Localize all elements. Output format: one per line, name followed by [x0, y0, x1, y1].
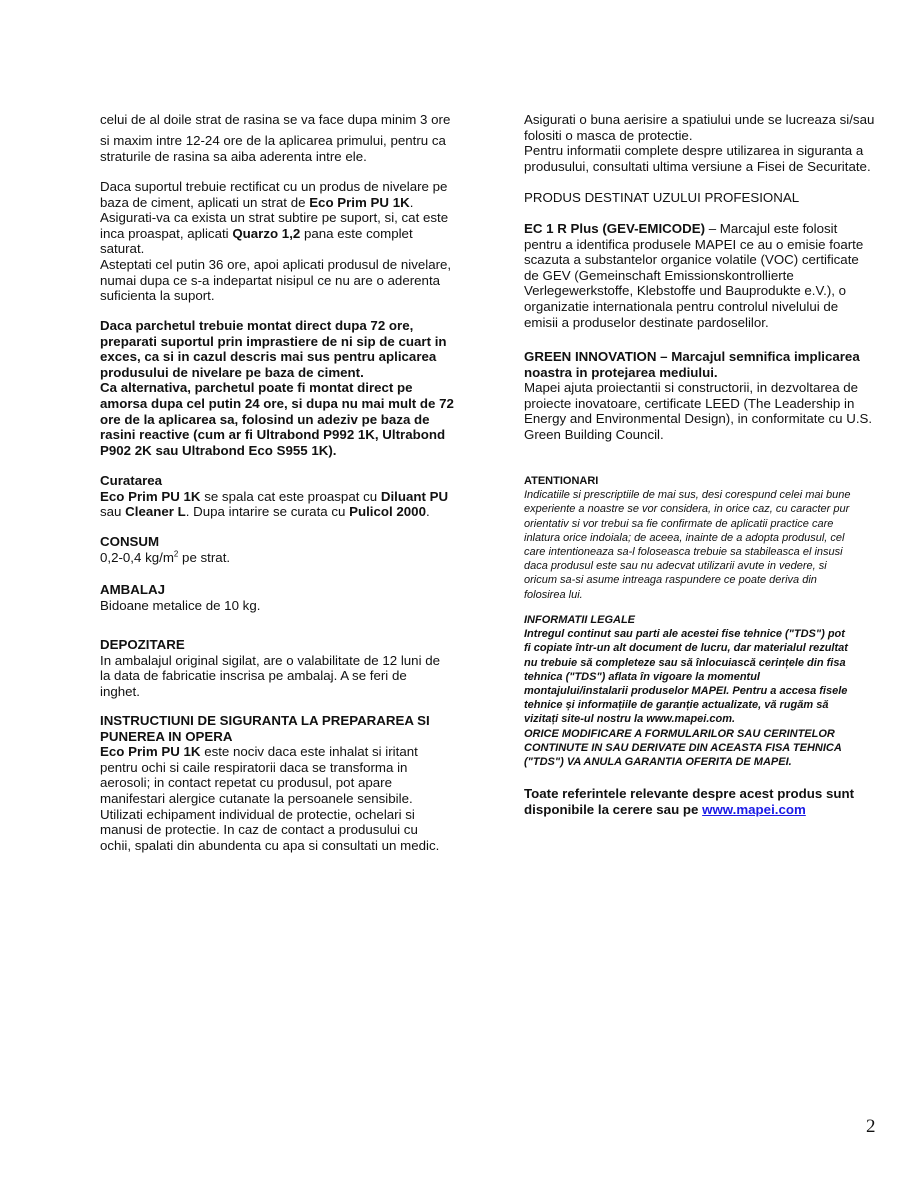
- bold-text: noastra in protejarea mediului.: [524, 364, 718, 380]
- text-line: exces, ca si in cazul descris mai sus pentru aplicarea: [100, 349, 437, 365]
- section-consumption: [100, 534, 230, 565]
- text-segment: .: [409, 194, 414, 210]
- text-segment: pana este complet: [300, 225, 413, 241]
- text-line: straturile de rasina sa aiba aderenta intre ele.: [100, 148, 367, 164]
- text-line: tehnica ("TDS") aflata în vigoare la momentul: [524, 670, 760, 683]
- text-line: [524, 755, 848, 769]
- text-line: [524, 365, 872, 381]
- text-segment: .: [332, 442, 337, 458]
- text-line: inlatura orice indoiala; de aceea, inainte de a adopta produsul, cel: [524, 531, 845, 544]
- section-cleaning: [100, 473, 448, 520]
- text-line: proiecte inovatoare, certificate LEED (The Leadership in: [524, 395, 855, 411]
- bold-text: Curatarea: [100, 473, 163, 488]
- text-line: oricum sa-si asume intreaga raspundere ce poate deriva din: [524, 574, 817, 587]
- text-line: care intentioneaza sa-l foloseasca trebuie sa stabileasca el insusi: [524, 546, 843, 559]
- section-green-innovation: [524, 349, 872, 443]
- text-line: suficienta la suport.: [100, 288, 215, 304]
- text-line: numai dupa ce s-a indepartat nisipul ce nu are o aderenta: [100, 272, 441, 288]
- text-line: Mapei ajuta proiectantii si constructorii, in dezvoltarea de: [524, 380, 859, 396]
- text-line: Daca suportul trebuie rectificat cu un produs de nivelare pe: [100, 179, 448, 194]
- text-line: produsului, consultati ultima versiune a Fisei de Securitate.: [524, 158, 871, 174]
- paragraph-leveling: [100, 179, 451, 304]
- text-line: [524, 221, 863, 237]
- bold-text: PUNEREA IN OPERA: [100, 728, 233, 744]
- bold-text: EC 1 R Plus (GEV-EMICODE): [524, 221, 706, 236]
- text-segment: este nociv daca este inhalat si iritant: [200, 744, 418, 760]
- text-segment: inca proaspat, aplicati: [100, 225, 233, 241]
- text-line: [524, 349, 872, 365]
- text-line: Utilizati echipament individual de protectie, ochelari si: [100, 806, 415, 822]
- text-line: vizitați site-ul nostru la www.mapei.com.: [524, 713, 736, 726]
- page-number: 2: [866, 1116, 876, 1137]
- section-packaging: [100, 582, 260, 613]
- mapei-website-link[interactable]: www.mapei.com: [702, 801, 806, 817]
- text-line: organizatie internationala pentru controlul nivelului de: [524, 298, 839, 314]
- professional-use-note: [524, 190, 799, 206]
- text-line: [100, 473, 448, 489]
- text-line: [100, 534, 230, 550]
- text-line: [100, 713, 439, 729]
- text-line: pentru ochi si caile respiratorii daca se transforma in: [100, 759, 408, 775]
- text-line: produsului de nivelare pe baza de ciment.: [100, 364, 364, 380]
- section-safety: [100, 713, 439, 853]
- bold-text: Eco Prim PU 1K: [100, 744, 201, 760]
- text-line: [100, 550, 230, 566]
- bold-text: Eco Prim PU 1K: [309, 194, 410, 210]
- text-line: [100, 504, 448, 520]
- text-segment: pe strat.: [178, 549, 231, 565]
- text-line: CONTINUTE IN SAU DERIVATE DIN ACEASTA FISA TEHNICA: [524, 741, 842, 754]
- text-segment: 0,2-0,4 kg/m: [100, 549, 174, 565]
- paragraph-parquet: [100, 318, 454, 458]
- references-note: [524, 786, 854, 817]
- bold-text: DEPOZITARE: [100, 637, 185, 652]
- text-line: [100, 637, 440, 653]
- text-line: celui de al doile strat de rasina se va face dupa minim 3 ore: [100, 112, 451, 127]
- bold-text: GREEN INNOVATION – Marcajul semnifica implicarea: [524, 349, 860, 364]
- paragraph-interval: [100, 133, 446, 164]
- paragraph-ventilation: [524, 112, 874, 174]
- text-line: Intregul continut sau parti ale acestei fise tehnice ("TDS") pot: [524, 628, 845, 641]
- bold-text: ATENTIONARI: [524, 475, 599, 487]
- text-line: ore de la aplicarea sa, folosind un adeziv pe baza de: [100, 411, 430, 427]
- section-storage: [100, 637, 440, 699]
- text-line: tehnice și informațiile de garanție actualizate, vă rugăm să: [524, 699, 829, 712]
- text-line: experiente a noastre se vor considera, in orice caz, cu caracter pur: [524, 503, 850, 516]
- text-line: pentru a identifica produsele MAPEI ce au o emisie foarte: [524, 236, 864, 252]
- bold-text: Diluant PU: [380, 488, 449, 504]
- text-line: Daca parchetul trebuie montat direct dupa 72 ore,: [100, 318, 414, 333]
- text-line: INFORMATII LEGALE: [524, 614, 636, 626]
- text-line: Asigurati-va ca exista un strat subtire pe suport, si, cat este: [100, 210, 449, 226]
- text-line: scazuta a substantelor organice volatile (VOC) certificate: [524, 252, 859, 268]
- text-line: Asteptati cel putin 36 ore, apoi aplicati produsul de nivelare,: [100, 256, 452, 272]
- section-ec1-r-plus: [524, 221, 863, 330]
- bold-text: INSTRUCTIUNI DE SIGURANTA LA PREPARAREA SI: [100, 713, 430, 728]
- text-line: [100, 729, 439, 745]
- text-line: ochii, spalati din abundenta cu apa si consultati un medic.: [100, 837, 440, 853]
- text-line: si maxim intre 12-24 ore de la aplicarea primului, pentru ca: [100, 133, 446, 148]
- text-line: emisii a produselor destinate pardoselilor.: [524, 314, 769, 330]
- text-line: folosirea lui.: [524, 588, 583, 601]
- section-warnings: [524, 474, 851, 602]
- bold-text: CONSUM: [100, 534, 160, 549]
- text-line: rasini reactive (cum ar fi Ultrabond P992 1K, Ultrabond: [100, 427, 446, 443]
- section-legal-info: [524, 613, 848, 769]
- text-line: [100, 443, 454, 459]
- text-segment: – Marcajul este folosit: [705, 221, 838, 236]
- text-segment: . Dupa intarire se curata cu: [185, 504, 350, 520]
- bold-text: Cleaner L: [125, 504, 186, 520]
- text-line: saturat.: [100, 241, 145, 257]
- text-line: orientativ si vor trebui sa fie confirmate de aplicatii practice care: [524, 517, 834, 530]
- text-line: Pentru informatii complete despre utilizarea in siguranta a: [524, 143, 864, 159]
- text-segment: se spala cat este proaspat cu: [200, 488, 381, 504]
- text-line: la data de fabricatie inscrisa pe ambalaj. A se feri de: [100, 668, 407, 684]
- text-line: aerosoli; in contact repetat cu produsul, pot apare: [100, 775, 392, 791]
- text-line: Indicatiile si prescriptiile de mai sus, desi corespund celei mai bune: [524, 489, 851, 502]
- text-line: PRODUS DESTINAT UZULUI PROFESIONAL: [524, 190, 800, 205]
- text-segment: .: [425, 504, 430, 520]
- text-segment: baza de ciment, aplicati un strat de: [100, 194, 310, 210]
- text-line: [524, 802, 854, 818]
- text-line: [100, 582, 260, 598]
- text-line: In ambalajul original sigilat, are o valabilitate de 12 luni de: [100, 652, 441, 668]
- text-line: Asigurati o buna aerisire a spatiului unde se lucreaza si/sau: [524, 112, 875, 127]
- text-line: de GEV (Gemeinschaft Emissionskontrollierte: [524, 267, 794, 283]
- text-line: inghet.: [100, 683, 140, 699]
- text-line: daca produsul este sau nu adecvat utilizarii avute in vedere, si: [524, 560, 827, 573]
- text-segment: sau: [100, 504, 126, 520]
- text-line: Green Building Council.: [524, 426, 664, 442]
- text-line: Energy and Environmental Design), in conformitate cu U.S.: [524, 411, 873, 427]
- bold-text: P902 2K sau Ultrabond Eco S955 1K): [100, 442, 333, 458]
- bold-text: Eco Prim PU 1K: [100, 488, 201, 504]
- text-line: folositi o masca de protectie.: [524, 127, 693, 143]
- bold-text: ("TDS") VA ANULA GARANTIA OFERITA DE MAPEI: [524, 756, 789, 769]
- text-line: preparati suportul prin imprastiere de ni sip de cuart in: [100, 333, 447, 349]
- text-line: [100, 744, 439, 760]
- text-line: Verlegewerkstoffe, Klebstoffe und Bauprodukte e.V.), o: [524, 283, 847, 299]
- text-line: [524, 474, 851, 488]
- text-line: Ca alternativa, parchetul poate fi montat direct pe: [100, 380, 413, 396]
- text-line: [100, 195, 451, 211]
- bold-text: Quarzo 1,2: [232, 225, 301, 241]
- text-line: [100, 489, 448, 505]
- text-line: manifestari alergice cutanate la persoanele sensibile.: [100, 790, 413, 806]
- text-segment: 2: [173, 549, 179, 559]
- paragraph-continuation: [100, 112, 450, 128]
- text-segment: .: [788, 756, 792, 769]
- text-line: manusi de protectie. In caz de contact a produsului cu: [100, 822, 418, 838]
- text-line: amorsa dupa cel putin 24 ore, si dupa nu mai mult de 72: [100, 395, 454, 411]
- text-line: ORICE MODIFICARE A FORMULARILOR SAU CERINTELOR: [524, 727, 835, 740]
- text-line: montajului/instalarii produselor MAPEI. Pentru a accesa fisele: [524, 685, 848, 698]
- text-line: Bidoane metalice de 10 kg.: [100, 597, 261, 613]
- text-line: Toate referintele relevante despre acest produs sunt: [524, 786, 855, 801]
- bold-text: Pulicol 2000: [349, 504, 426, 520]
- bold-text: AMBALAJ: [100, 582, 166, 597]
- text-line: [100, 226, 451, 242]
- text-line: nu trebuie să completeze sau să înlocuiască cerințele din fisa: [524, 656, 846, 669]
- text-line: fi copiate într-un alt document de lucru, dar materialul rezultat: [524, 642, 848, 655]
- bold-text: disponibile la cerere sau pe: [524, 801, 703, 817]
